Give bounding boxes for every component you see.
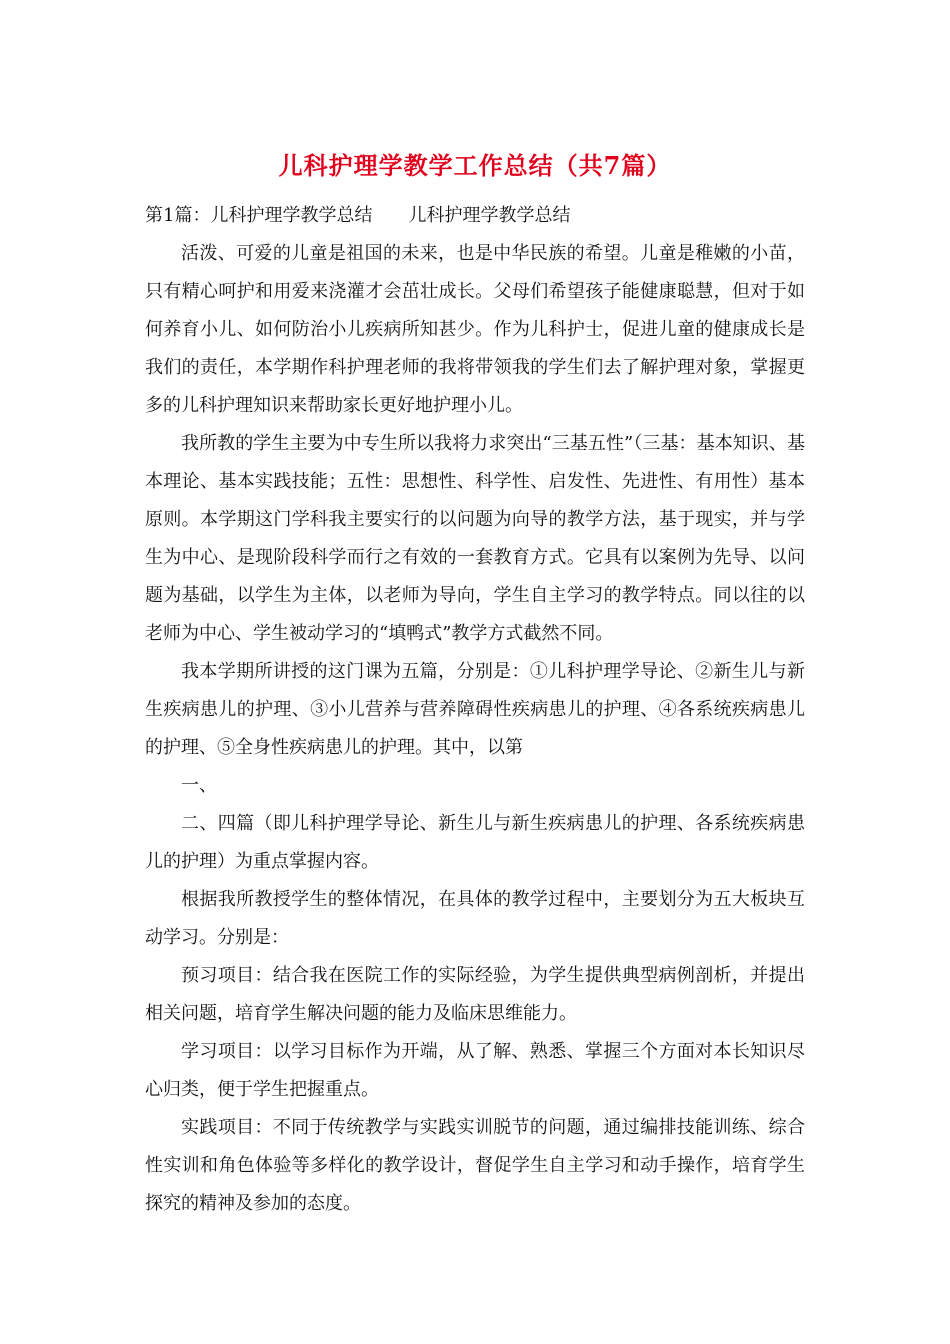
- paragraph-numbered-first: 一、: [181, 775, 217, 796]
- paragraph-course-sections: 我本学期所讲授的这门课为五篇，分别是：①儿科护理学导论、②新生儿与新生疾病患儿的护理、③小儿营养与营养障碍性疾病患儿的护理、④各系统疾病患儿的护理、⑤全身性疾病患儿的护理。其中，以第: [145, 661, 805, 758]
- paragraph-intro: 活泼、可爱的儿童是祖国的未来，也是中华民族的希望。儿童是稚嫩的小苗，只有精心呵护和用爱来浇灌才会茁壮成长。父母们希望孩子能健康聪慧，但对于如何养育小儿、如何防治小儿疾病所知甚少。作为儿科护士，促进儿童的健康成长是我们的责任，本学期作科护理老师的我将带领我的学生们去了解护理对象，掌握更多的儿科护理知识来帮助家长更好地护理小儿。: [145, 243, 805, 416]
- document-title: 儿科护理学教学工作总结（共7篇）: [278, 151, 672, 180]
- section-subheading: 儿科护理学教学总结: [408, 205, 571, 226]
- paragraph-study-project: 学习项目：以学习目标作为开端，从了解、熟悉、掌握三个方面对本长知识尽心归类，便于学生把握重点。: [145, 1041, 805, 1100]
- paragraph-practice-project: 实践项目：不同于传统教学与实践实训脱节的问题，通过编排技能训练、综合性实训和角色体验等多样化的教学设计，督促学生自主学习和动手操作，培育学生探究的精神及参加的态度。: [145, 1117, 805, 1214]
- paragraph-key-content: 二、四篇（即儿科护理学导论、新生儿与新生疾病患儿的护理、各系统疾病患儿的护理）为重点掌握内容。: [145, 813, 805, 872]
- paragraph-five-modules: 根据我所教授学生的整体情况，在具体的教学过程中，主要划分为五大板块互动学习。分别是：: [145, 889, 805, 948]
- section-heading: 第1篇：儿科护理学教学总结: [145, 205, 373, 226]
- paragraph-teaching-principles: 我所教的学生主要为中专生所以我将力求突出“三基五性”（三基：基本知识、基本理论、基本实践技能；五性：思想性、科学性、启发性、先进性、有用性）基本原则。本学期这门学科我主要实行的以问题为向导的教学方法，基于现实，并与学生为中心、是现阶段科学而行之有效的一套教育方式。它具有以案例为先导、以问题为基础，以学生为主体，以老师为导向，学生自主学习的教学特点。同以往的以老师为中心、学生被动学习的“填鸭式”教学方式截然不同。: [145, 433, 805, 644]
- document-body: [145, 197, 805, 1223]
- paragraph-preview-project: 预习项目：结合我在医院工作的实际经验，为学生提供典型病例剖析，并提出相关问题，培育学生解决问题的能力及临床思维能力。: [145, 965, 805, 1024]
- section-heading-line: [145, 197, 805, 235]
